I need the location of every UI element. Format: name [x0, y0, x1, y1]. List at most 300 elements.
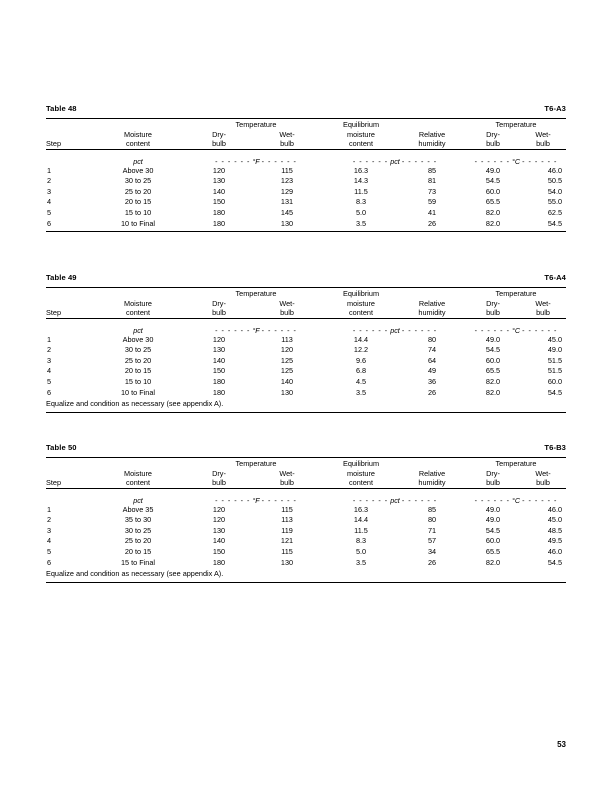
dry-bulb-c-header-line2: bulb	[486, 139, 500, 149]
emc-header-line3: content	[349, 308, 373, 318]
cell-emc: 4.5	[355, 377, 367, 387]
units-temperature-f	[188, 150, 324, 166]
cell-moisture-content: 30 to 25	[124, 345, 152, 355]
header-span-row	[46, 288, 566, 299]
dash-left-f: - - - - - -	[215, 325, 251, 335]
table-row	[46, 187, 566, 198]
units-pct-group	[324, 150, 466, 166]
table-block	[46, 443, 566, 583]
header-line3-row	[46, 478, 566, 488]
table-bottom-rule	[46, 582, 566, 583]
table-row	[46, 166, 566, 177]
cell-dry-bulb-c: 49.0	[485, 165, 501, 175]
rh-header-line2: humidity	[418, 139, 446, 149]
header-line2-row	[46, 469, 566, 479]
step-header: Step	[46, 139, 62, 149]
cell-dry-bulb-f: 180	[212, 218, 226, 228]
units-spacer	[46, 489, 88, 505]
cell-emc: 11.5	[354, 186, 368, 196]
cell-relative-humidity: 80	[427, 334, 437, 344]
cell-wet-bulb-f: 145	[280, 208, 294, 218]
cell-dry-bulb-f: 130	[212, 525, 226, 535]
cell-moisture-content: 15 to 10	[124, 208, 152, 218]
table-note: Equalize and condition as necessary (see appendix A).	[46, 569, 224, 579]
table-row	[46, 366, 566, 377]
cell-relative-humidity: 26	[427, 387, 437, 397]
rh-header-line1: Relative	[418, 129, 446, 139]
cell-step: 4	[47, 366, 52, 376]
wet-bulb-f-header-line2: bulb	[280, 308, 294, 318]
cell-wet-bulb-c: 54.5	[547, 387, 563, 397]
cell-emc: 14.4	[353, 334, 369, 344]
cell-emc: 14.3	[353, 176, 369, 186]
cell-relative-humidity: 41	[427, 208, 437, 218]
cell-wet-bulb-f: 115	[281, 504, 293, 514]
drying-schedule-body	[46, 319, 566, 411]
rh-header-line1: Relative	[418, 298, 446, 308]
cell-wet-bulb-c: 45.0	[547, 515, 563, 525]
cell-step: 6	[47, 218, 52, 228]
header-line2-row	[46, 130, 566, 140]
cell-relative-humidity: 59	[427, 197, 437, 207]
table-row	[46, 219, 566, 230]
emc-header-line1: Equilibrium	[342, 119, 380, 129]
cell-step: 2	[47, 176, 52, 186]
cell-wet-bulb-c: 49.0	[547, 345, 563, 355]
cell-dry-bulb-c: 82.0	[485, 557, 501, 567]
dry-bulb-c-header-line2: bulb	[486, 478, 500, 488]
cell-relative-humidity: 57	[427, 536, 437, 546]
table-bottom-rule	[46, 412, 566, 413]
cell-step: 2	[47, 345, 52, 355]
units-spacer	[46, 319, 88, 335]
temperature-span-f: Temperature	[235, 119, 277, 129]
units-temperature-c	[466, 150, 566, 166]
cell-moisture-content: 30 to 25	[124, 525, 152, 535]
cell-wet-bulb-c: 49.5	[547, 536, 563, 546]
cell-wet-bulb-f: 113	[281, 515, 293, 525]
table-row	[46, 536, 566, 547]
cell-dry-bulb-f: 180	[212, 387, 226, 397]
cell-emc: 5.0	[355, 547, 367, 557]
wet-bulb-f-header-line1: Wet-	[279, 298, 295, 308]
table-row	[46, 377, 566, 388]
temperature-span-c: Temperature	[495, 288, 537, 298]
table-row	[46, 547, 566, 558]
cell-moisture-content: 20 to 15	[124, 547, 152, 557]
pct-symbol: pct	[390, 325, 400, 335]
cell-wet-bulb-c: 50.5	[547, 176, 563, 186]
dash-left-f: - - - - - -	[215, 495, 251, 505]
cell-moisture-content: Above 30	[122, 334, 154, 344]
dry-bulb-f-header-line2: bulb	[212, 308, 226, 318]
dry-bulb-f-header-line1: Dry-	[212, 129, 226, 139]
table-row	[46, 505, 566, 516]
cell-wet-bulb-f: 123	[280, 176, 294, 186]
cell-dry-bulb-f: 120	[212, 334, 226, 344]
cell-emc: 3.5	[355, 218, 367, 228]
cell-wet-bulb-f: 115	[281, 165, 293, 175]
cell-step: 6	[47, 557, 52, 567]
cell-dry-bulb-f: 180	[212, 377, 226, 387]
dash-right-pct: - - - - - -	[401, 325, 438, 335]
dash-right-c: - - - - - -	[522, 325, 558, 335]
cell-wet-bulb-f: 125	[280, 366, 294, 376]
cell-step: 5	[47, 208, 52, 218]
emc-header-line2: moisture	[347, 129, 375, 139]
table-row	[46, 335, 566, 346]
dash-left-pct: - - - - - -	[352, 325, 389, 335]
cell-wet-bulb-c: 55.0	[547, 197, 563, 207]
cell-step: 6	[47, 387, 52, 397]
units-moisture-content: pct	[133, 325, 143, 335]
wet-bulb-f-header-line1: Wet-	[279, 129, 295, 139]
cell-wet-bulb-f: 113	[281, 334, 293, 344]
cell-emc: 12.2	[353, 345, 369, 355]
spacer-cell	[46, 299, 88, 309]
cell-relative-humidity: 71	[427, 525, 437, 535]
dry-bulb-f-header-line2: bulb	[212, 139, 226, 149]
temperature-span-c: Temperature	[495, 458, 537, 468]
cell-relative-humidity: 85	[427, 504, 437, 514]
cell-emc: 11.5	[354, 525, 368, 535]
table-note: Equalize and condition as necessary (see appendix A).	[46, 399, 224, 409]
cell-step: 1	[47, 504, 52, 514]
cell-dry-bulb-c: 82.0	[485, 387, 501, 397]
dash-left-f: - - - - - -	[215, 156, 251, 166]
cell-moisture-content: 10 to Final	[120, 218, 156, 228]
dash-right-c: - - - - - -	[522, 156, 558, 166]
dash-right-pct: - - - - - -	[401, 156, 438, 166]
cell-dry-bulb-f: 140	[212, 186, 226, 196]
cell-emc: 6.8	[355, 366, 367, 376]
units-temperature-c	[466, 319, 566, 335]
table-caption	[46, 443, 566, 452]
cell-emc: 8.3	[355, 197, 367, 207]
cell-moisture-content: 25 to 20	[124, 186, 152, 196]
cell-relative-humidity: 49	[427, 366, 437, 376]
cell-wet-bulb-f: 130	[280, 557, 294, 567]
cell-moisture-content: 20 to 15	[124, 366, 152, 376]
rh-header-line1: Relative	[418, 468, 446, 478]
cell-dry-bulb-c: 49.0	[485, 504, 501, 514]
wet-bulb-c-header-line2: bulb	[536, 139, 550, 149]
spacer-cell	[46, 288, 88, 299]
cell-dry-bulb-c: 82.0	[485, 218, 501, 228]
table-row	[46, 526, 566, 537]
cell-step: 5	[47, 547, 52, 557]
units-pct-group	[324, 489, 466, 505]
header-line2-row	[46, 299, 566, 309]
drying-schedule-table	[46, 119, 566, 149]
cell-moisture-content: 25 to 20	[124, 355, 152, 365]
cell-emc: 5.0	[355, 208, 367, 218]
cell-wet-bulb-f: 119	[281, 525, 293, 535]
page-number: 53	[557, 740, 566, 749]
cell-wet-bulb-c: 46.0	[547, 504, 563, 514]
cell-step: 4	[47, 536, 52, 546]
units-temperature-c	[466, 489, 566, 505]
table-row	[46, 176, 566, 187]
cell-moisture-content: Above 30	[122, 165, 154, 175]
emc-header-line1: Equilibrium	[342, 288, 380, 298]
moisture-content-header-line1: Moisture	[124, 298, 152, 308]
cell-wet-bulb-c: 54.5	[547, 557, 563, 567]
cell-step: 3	[47, 355, 52, 365]
dash-left-pct: - - - - - -	[352, 156, 389, 166]
cell-moisture-content: 15 to Final	[120, 557, 156, 567]
wet-bulb-c-header-line2: bulb	[536, 478, 550, 488]
pct-symbol: pct	[390, 156, 400, 166]
celsius-symbol: °C	[511, 325, 521, 335]
cell-dry-bulb-f: 120	[212, 515, 226, 525]
wet-bulb-f-header-line2: bulb	[280, 139, 294, 149]
header-line3-row	[46, 308, 566, 318]
cell-wet-bulb-c: 60.0	[547, 377, 563, 387]
cell-relative-humidity: 26	[427, 557, 437, 567]
table-caption	[46, 273, 566, 282]
table-row	[46, 515, 566, 526]
dash-left-c: - - - - - -	[474, 156, 510, 166]
cell-dry-bulb-f: 180	[212, 208, 226, 218]
emc-header-line2: moisture	[347, 468, 375, 478]
cell-dry-bulb-f: 130	[212, 345, 226, 355]
cell-wet-bulb-c: 51.5	[547, 355, 563, 365]
cell-wet-bulb-f: 130	[280, 387, 294, 397]
celsius-symbol: °C	[511, 156, 521, 166]
spacer-cell	[398, 458, 466, 469]
step-header: Step	[46, 478, 62, 488]
cell-dry-bulb-c: 49.0	[485, 334, 501, 344]
fahrenheit-symbol: °F	[252, 325, 260, 335]
cell-step: 3	[47, 525, 52, 535]
fahrenheit-symbol: °F	[252, 156, 260, 166]
cell-emc: 8.3	[355, 536, 367, 546]
drying-schedule-table	[46, 288, 566, 318]
wet-bulb-c-header-line1: Wet-	[535, 129, 551, 139]
fahrenheit-symbol: °F	[252, 495, 260, 505]
cell-wet-bulb-f: 140	[280, 377, 294, 387]
drying-schedule-body	[46, 489, 566, 581]
cell-step: 1	[47, 165, 52, 175]
table-note-row	[46, 398, 566, 410]
wet-bulb-c-header-line1: Wet-	[535, 298, 551, 308]
table-row	[46, 208, 566, 219]
moisture-content-header-line2: content	[126, 308, 150, 318]
wet-bulb-c-header-line1: Wet-	[535, 468, 551, 478]
header-span-row	[46, 119, 566, 130]
step-header: Step	[46, 308, 62, 318]
cell-moisture-content: 35 to 30	[124, 515, 152, 525]
cell-moisture-content: 30 to 25	[124, 176, 152, 186]
cell-relative-humidity: 81	[427, 176, 437, 186]
table-caption-label: Table 49	[46, 273, 77, 282]
units-spacer	[46, 150, 88, 166]
cell-dry-bulb-c: 54.5	[485, 345, 501, 355]
wet-bulb-f-header-line2: bulb	[280, 478, 294, 488]
units-pct-group	[324, 319, 466, 335]
cell-relative-humidity: 85	[427, 165, 437, 175]
temperature-span-f: Temperature	[235, 458, 277, 468]
cell-dry-bulb-c: 54.5	[485, 176, 501, 186]
header-line3-row	[46, 139, 566, 149]
cell-emc: 16.3	[353, 165, 369, 175]
table-code: T6-A3	[544, 104, 566, 113]
celsius-symbol: °C	[511, 495, 521, 505]
dash-left-c: - - - - - -	[474, 495, 510, 505]
moisture-content-header-line1: Moisture	[124, 468, 152, 478]
cell-dry-bulb-c: 82.0	[485, 377, 501, 387]
table-code: T6-B3	[544, 443, 566, 452]
cell-dry-bulb-c: 60.0	[485, 355, 501, 365]
table-row	[46, 558, 566, 569]
spacer-cell	[46, 130, 88, 140]
dry-bulb-f-header-line1: Dry-	[212, 298, 226, 308]
moisture-content-header-line1: Moisture	[124, 129, 152, 139]
cell-moisture-content: 10 to Final	[120, 387, 156, 397]
dash-right-f: - - - - - -	[261, 325, 297, 335]
cell-dry-bulb-c: 65.5	[485, 197, 501, 207]
cell-wet-bulb-f: 131	[280, 197, 294, 207]
cell-moisture-content: 20 to 15	[124, 197, 152, 207]
cell-step: 3	[47, 186, 52, 196]
cell-dry-bulb-c: 82.0	[485, 208, 501, 218]
emc-header-line3: content	[349, 478, 373, 488]
cell-wet-bulb-c: 51.5	[547, 366, 563, 376]
rh-header-line2: humidity	[418, 308, 446, 318]
temperature-span-c: Temperature	[495, 119, 537, 129]
table-caption-label: Table 48	[46, 104, 77, 113]
cell-dry-bulb-c: 65.5	[485, 366, 501, 376]
units-temperature-f	[188, 319, 324, 335]
cell-relative-humidity: 26	[427, 218, 437, 228]
table-row	[46, 388, 566, 399]
units-temperature-f	[188, 489, 324, 505]
units-row	[46, 489, 566, 505]
dash-right-f: - - - - - -	[261, 495, 297, 505]
units-moisture-content: pct	[133, 156, 143, 166]
cell-step: 1	[47, 334, 52, 344]
table-caption-label: Table 50	[46, 443, 77, 452]
cell-wet-bulb-f: 121	[280, 536, 294, 546]
cell-wet-bulb-c: 54.0	[547, 186, 563, 196]
units-moisture-content: pct	[133, 495, 143, 505]
table-block	[46, 104, 566, 232]
wet-bulb-f-header-line1: Wet-	[279, 468, 295, 478]
table-row	[46, 345, 566, 356]
dash-right-f: - - - - - -	[261, 156, 297, 166]
wet-bulb-c-header-line2: bulb	[536, 308, 550, 318]
spacer-cell	[46, 469, 88, 479]
cell-wet-bulb-c: 45.0	[547, 334, 563, 344]
table-bottom-rule	[46, 231, 566, 232]
cell-moisture-content: 15 to 10	[124, 377, 152, 387]
dash-left-c: - - - - - -	[474, 325, 510, 335]
cell-relative-humidity: 34	[427, 547, 437, 557]
cell-dry-bulb-c: 54.5	[485, 525, 501, 535]
spacer-cell	[46, 119, 88, 130]
dash-left-pct: - - - - - -	[352, 495, 389, 505]
pct-symbol: pct	[390, 495, 400, 505]
units-row	[46, 150, 566, 166]
spacer-cell	[46, 458, 88, 469]
table-code: T6-A4	[544, 273, 566, 282]
cell-relative-humidity: 80	[427, 515, 437, 525]
cell-wet-bulb-f: 129	[280, 186, 294, 196]
cell-relative-humidity: 36	[427, 377, 437, 387]
table-row	[46, 197, 566, 208]
table-caption	[46, 104, 566, 113]
cell-wet-bulb-c: 54.5	[547, 218, 563, 228]
spacer-cell	[398, 288, 466, 299]
moisture-content-header-line2: content	[126, 139, 150, 149]
cell-wet-bulb-c: 48.5	[547, 525, 563, 535]
drying-schedule-table	[46, 458, 566, 488]
dry-bulb-f-header-line1: Dry-	[212, 468, 226, 478]
cell-relative-humidity: 74	[427, 345, 437, 355]
dry-bulb-c-header-line1: Dry-	[486, 129, 500, 139]
dash-right-c: - - - - - -	[522, 495, 558, 505]
cell-emc: 3.5	[355, 387, 367, 397]
cell-dry-bulb-f: 140	[212, 355, 226, 365]
cell-step: 5	[47, 377, 52, 387]
drying-schedule-body	[46, 150, 566, 230]
rh-header-line2: humidity	[418, 478, 446, 488]
cell-relative-humidity: 64	[427, 355, 437, 365]
cell-dry-bulb-c: 60.0	[485, 186, 501, 196]
cell-dry-bulb-c: 65.5	[485, 547, 501, 557]
units-row	[46, 319, 566, 335]
dash-right-pct: - - - - - -	[401, 495, 438, 505]
dry-bulb-f-header-line2: bulb	[212, 478, 226, 488]
temperature-span-f: Temperature	[235, 288, 277, 298]
cell-wet-bulb-f: 120	[280, 345, 294, 355]
cell-wet-bulb-f: 125	[280, 355, 294, 365]
cell-wet-bulb-c: 46.0	[547, 165, 563, 175]
table-block	[46, 273, 566, 413]
spacer-cell	[88, 119, 188, 130]
cell-dry-bulb-f: 150	[212, 366, 226, 376]
spacer-cell	[88, 458, 188, 469]
cell-dry-bulb-f: 150	[212, 547, 226, 557]
cell-moisture-content: 25 to 20	[124, 536, 152, 546]
table-row	[46, 356, 566, 367]
header-span-row	[46, 458, 566, 469]
cell-dry-bulb-c: 49.0	[485, 515, 501, 525]
cell-dry-bulb-f: 120	[212, 165, 226, 175]
spacer-cell	[398, 119, 466, 130]
cell-relative-humidity: 73	[427, 186, 437, 196]
cell-emc: 14.4	[353, 515, 369, 525]
cell-wet-bulb-f: 115	[281, 547, 293, 557]
cell-emc: 16.3	[353, 504, 369, 514]
cell-dry-bulb-c: 60.0	[485, 536, 501, 546]
cell-moisture-content: Above 35	[122, 504, 154, 514]
dry-bulb-c-header-line1: Dry-	[486, 468, 500, 478]
emc-header-line3: content	[349, 139, 373, 149]
cell-dry-bulb-f: 140	[212, 536, 226, 546]
cell-emc: 9.6	[355, 355, 367, 365]
emc-header-line1: Equilibrium	[342, 458, 380, 468]
cell-wet-bulb-c: 46.0	[547, 547, 563, 557]
emc-header-line2: moisture	[347, 298, 375, 308]
cell-emc: 3.5	[355, 557, 367, 567]
cell-step: 2	[47, 515, 52, 525]
cell-wet-bulb-c: 62.5	[547, 208, 563, 218]
dry-bulb-c-header-line1: Dry-	[486, 298, 500, 308]
cell-wet-bulb-f: 130	[280, 218, 294, 228]
cell-step: 4	[47, 197, 52, 207]
